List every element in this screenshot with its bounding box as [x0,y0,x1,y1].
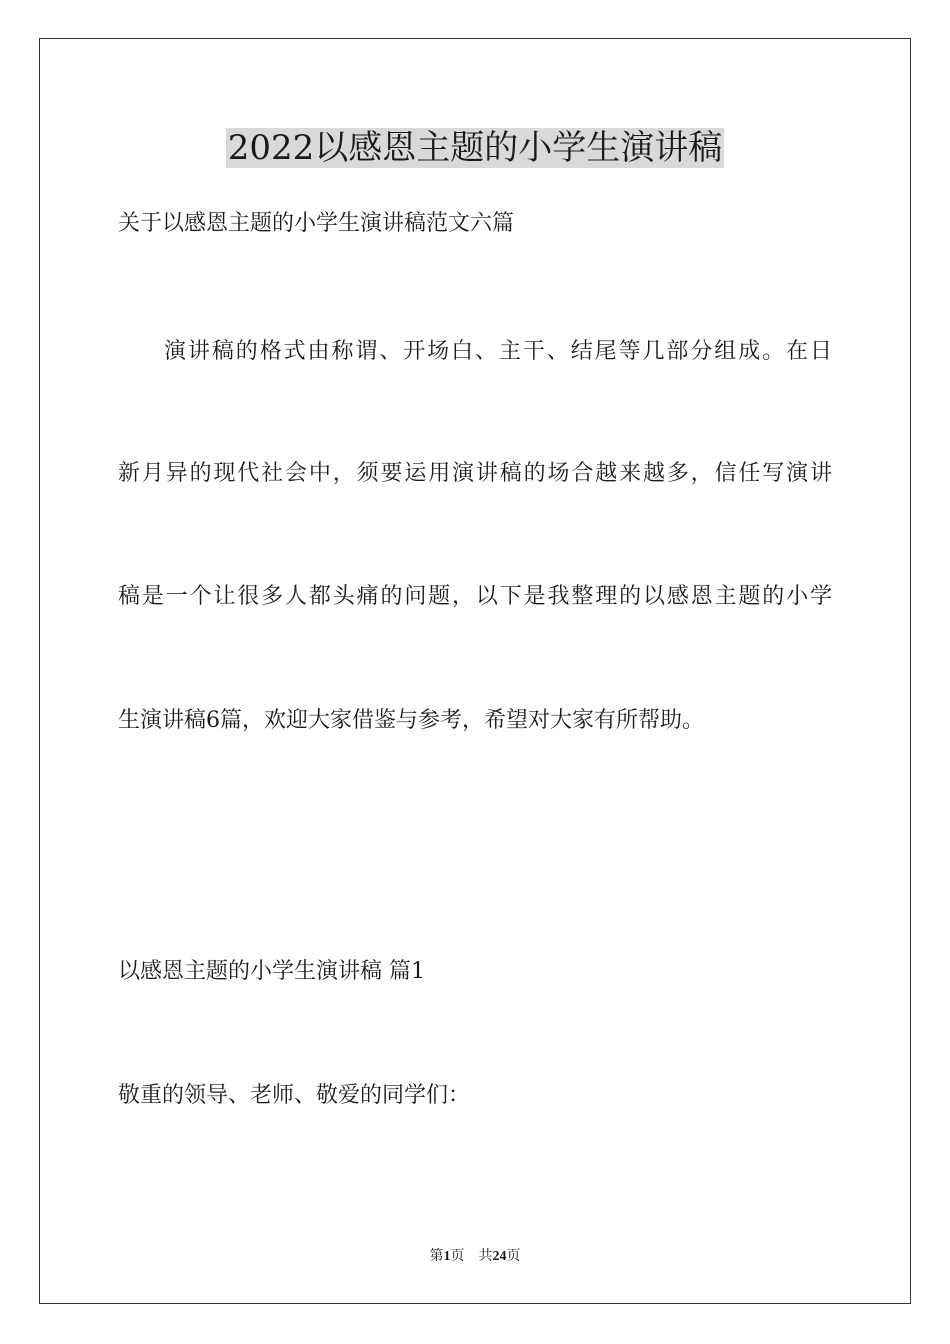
footer-total-pages: 24 [492,1249,507,1264]
footer-total-suffix: 页 [506,1249,521,1264]
salutation: 敬重的领导、老师、敬爱的同学们： [118,1083,471,1108]
intro-line-4: 生演讲稿6篇，欢迎大家借鉴与参考，希望对大家有所帮助。 [118,708,704,733]
intro-line-2: 新月异的现代社会中，须要运用演讲稿的场合越来越多，信任写演讲 [118,461,832,486]
footer-page-prefix: 第 [429,1249,444,1264]
footer-page-suffix: 页 [450,1249,465,1264]
intro-line-3: 稿是一个让很多人都头痛的问题，以下是我整理的以感恩主题的小学 [118,584,832,609]
document-title [0,126,950,170]
document-subtitle: 关于以感恩主题的小学生演讲稿范文六篇 [118,211,515,236]
page-footer [0,1248,950,1266]
section-heading: 以感恩主题的小学生演讲稿 篇1 [118,959,425,984]
document-title-text: 2022以感恩主题的小学生演讲稿 [227,128,723,168]
intro-line-1: 演讲稿的格式由称谓、开场白、主干、结尾等几部分组成。在日 [164,339,832,364]
footer-total-prefix: 共 [478,1249,493,1264]
footer-page-number: 1 [443,1249,451,1264]
